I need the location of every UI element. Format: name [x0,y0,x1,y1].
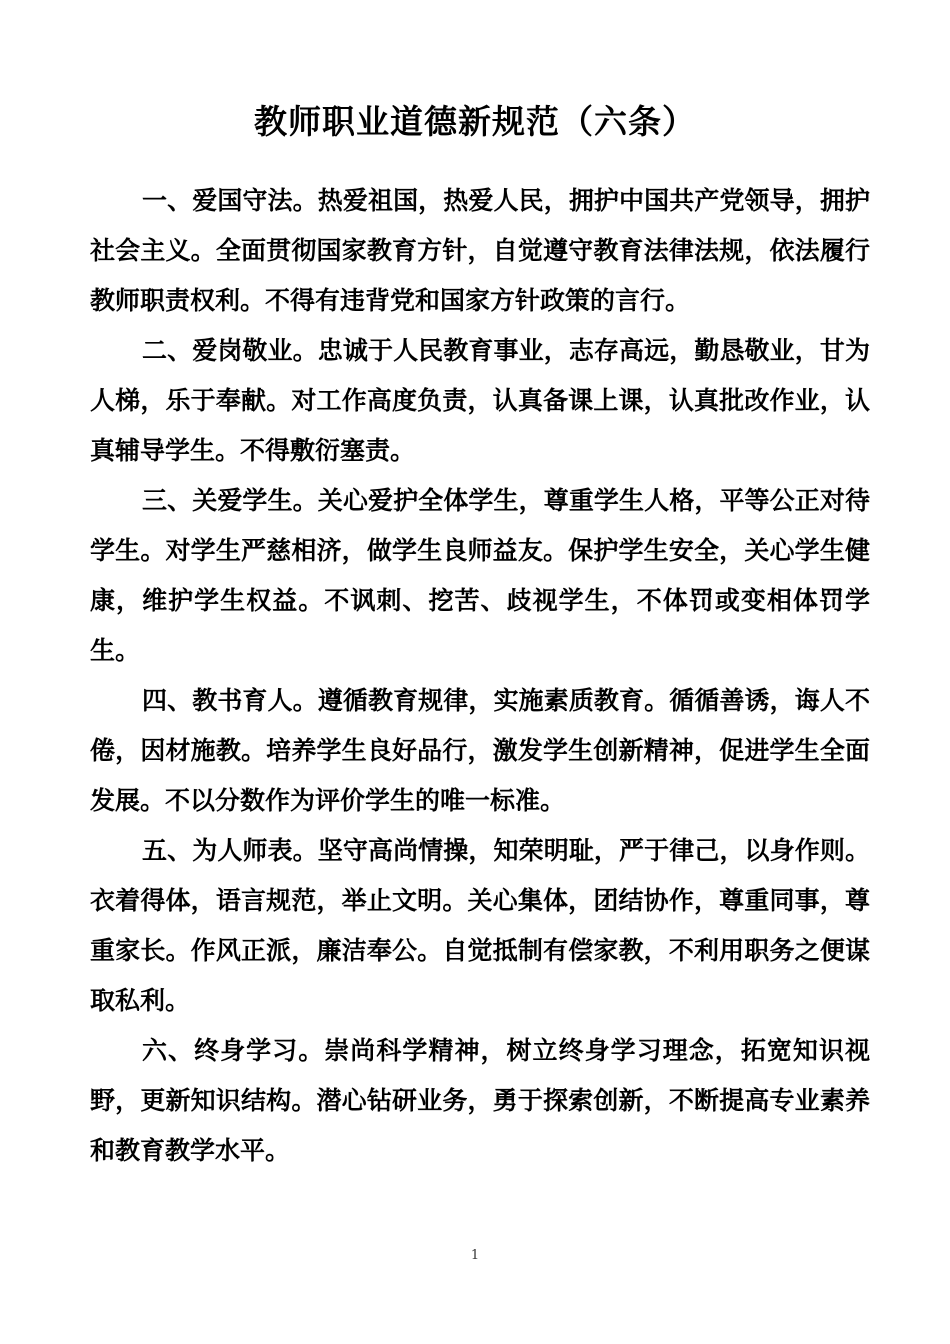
paragraph-role-model: 五、为人师表。坚守高尚情操，知荣明耻，严于律己，以身作则。衣着得体，语言规范，举止文明。关心集体，团结协作，尊重同事，尊重家长。作风正派，廉洁奉公。自觉抵制有偿家教，不利用职务之便谋取私利。 [90,836,870,1015]
document-body [90,176,870,1176]
paragraph-dedication: 二、爱岗敬业。忠诚于人民教育事业，志存高远，勤恳敬业，甘为人梯，乐于奉献。对工作高度负责，认真备课上课，认真批改作业，认真辅导学生。不得敷衍塞责。 [90,336,870,465]
page-number: 1 [470,1248,480,1263]
document-title: 教师职业道德新规范（六条） [254,102,696,141]
paragraph-patriotism: 一、爱国守法。热爱祖国，热爱人民，拥护中国共产党领导，拥护社会主义。全面贯彻国家教育方针，自觉遵守教育法律法规，依法履行教师职责权利。不得有违背党和国家方针政策的言行。 [90,186,870,315]
paragraph-teaching: 四、教书育人。遵循教育规律，实施素质教育。循循善诱，诲人不倦，因材施教。培养学生良好品行，激发学生创新精神，促进学生全面发展。不以分数作为评价学生的唯一标准。 [90,686,870,815]
paragraph-caring-students: 三、关爱学生。关心爱护全体学生，尊重学生人格，平等公正对待学生。对学生严慈相济，做学生良师益友。保护学生安全，关心学生健康，维护学生权益。不讽刺、挖苦、歧视学生，不体罚或变相体罚学生。 [90,486,870,665]
paragraph-lifelong-learning: 六、终身学习。崇尚科学精神，树立终身学习理念，拓宽知识视野，更新知识结构。潜心钻研业务，勇于探索创新，不断提高专业素养和教育教学水平。 [90,1036,870,1165]
